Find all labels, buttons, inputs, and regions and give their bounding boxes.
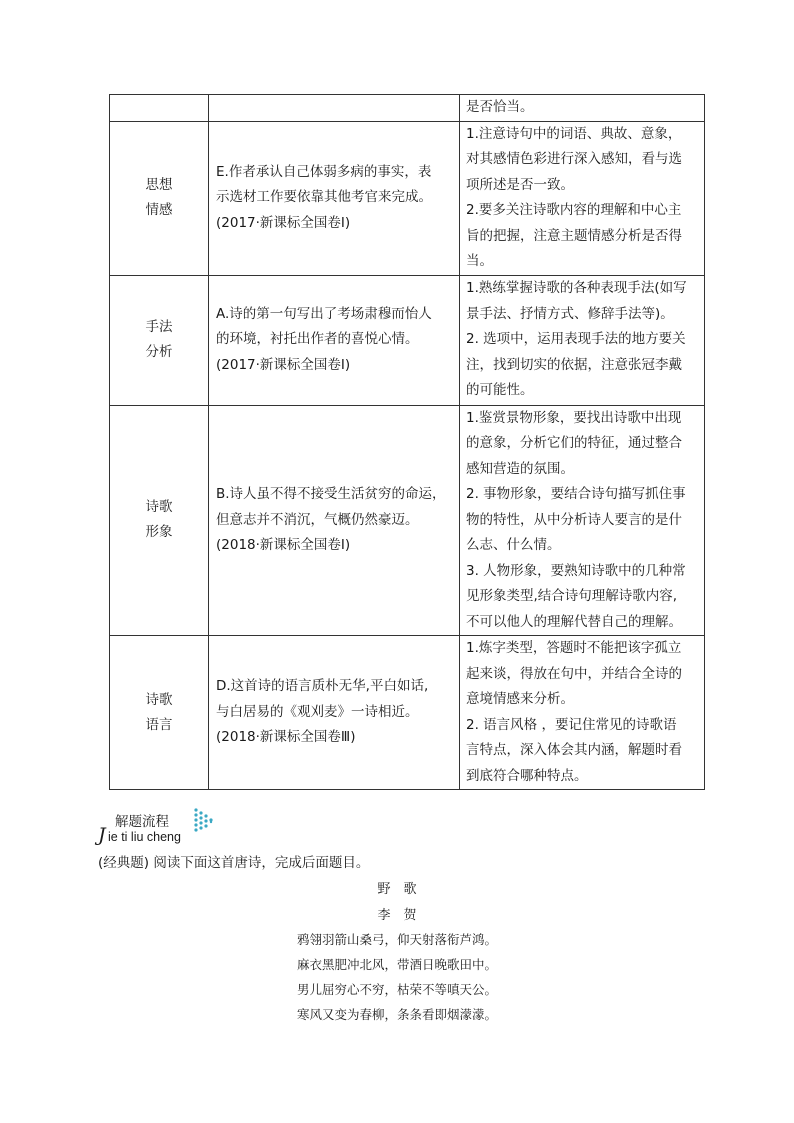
category-cell <box>110 95 209 122</box>
category-cell <box>110 121 209 275</box>
table-row <box>110 636 705 790</box>
section-heading <box>98 808 228 848</box>
example-line: E.作者承认自己体弱多病的事实，表 <box>216 163 432 180</box>
section-pinyin: ie ti liu cheng <box>108 830 181 844</box>
tips-cell <box>460 95 705 122</box>
tip-line: 2. 选项中，运用表现手法的地方要关 <box>466 331 686 348</box>
category-label: 分析 <box>145 344 173 360</box>
category-cell <box>110 405 209 636</box>
example-cell <box>209 275 460 405</box>
question-intro: (经典题) 阅读下面这首唐诗，完成后面题目。 <box>98 855 370 871</box>
poem-author: 李 贺 <box>377 908 417 923</box>
tip-line: 见形象类型,结合诗句理解诗歌内容, <box>466 588 678 604</box>
tip-line: 起来谈，得放在句中，并结合全诗的 <box>466 665 682 682</box>
category-label: 思想 <box>145 177 173 193</box>
example-line: 但意志并不消沉，气概仍然豪迈。 <box>216 511 419 528</box>
tip-line: 景手法、抒情方式、修辞手法等)。 <box>466 305 674 322</box>
example-line: 示选材工作要依靠其他考官来完成。 <box>216 189 432 206</box>
table-row <box>110 121 705 275</box>
example-cell <box>209 405 460 636</box>
poem-line: 寒风又变为春柳，条条看即烟濛濛。 <box>296 1007 497 1022</box>
tip-line: 对其感情色彩进行深入感知，看与选 <box>466 151 682 167</box>
category-label: 手法 <box>145 319 173 335</box>
tip-line: 是否恰当。 <box>466 99 534 115</box>
tip-line: 2. 语言风格 ，要记住常见的诗歌语 <box>466 716 677 733</box>
tip-line: 感知营造的氛围。 <box>466 460 574 477</box>
tip-line: 不可以他人的理解代替自己的理解。 <box>466 613 682 630</box>
tips-cell <box>460 405 705 636</box>
table-row <box>110 275 705 405</box>
tip-line: 1.熟练掌握诗歌的各种表现手法(如写 <box>466 280 687 297</box>
tip-line: 3. 人物形象，要熟知诗歌中的几种常 <box>466 562 686 579</box>
dots-arrow-icon <box>194 808 214 834</box>
tip-line: 意境情感来分析。 <box>466 691 574 707</box>
tip-line: 的意象，分析它们的特征，通过整合 <box>466 435 682 451</box>
tips-cell <box>460 121 705 275</box>
tip-line: 物的特性，从中分析诗人要言的是什 <box>466 511 682 528</box>
tip-line: 到底符合哪种特点。 <box>466 767 588 784</box>
tip-line: 1.注意诗句中的词语、典故、意象， <box>466 125 682 142</box>
example-line: 与白居易的《观刈麦》一诗相近。 <box>216 703 419 720</box>
poem-line: 鸦翎羽箭山桑弓，仰天射落衔芦鸿。 <box>296 932 497 947</box>
tip-line: 注，找到切实的依据，注意张冠李戴 <box>466 356 682 373</box>
section-title: 解题流程 <box>115 814 169 830</box>
table-row <box>110 95 705 122</box>
tip-line: 2.要多关注诗歌内容的理解和中心主 <box>466 202 682 218</box>
category-label: 情感 <box>145 202 173 218</box>
poem-line: 麻衣黑肥冲北风，带酒日晚歌田中。 <box>296 957 497 972</box>
example-cell <box>209 636 460 790</box>
tip-line: 言特点，深入体会其内涵，解题时看 <box>466 742 682 758</box>
example-line: A.诗的第一句写出了考场肃穆而怡人 <box>216 305 432 322</box>
example-line: 的环境，衬托出作者的喜悦心情。 <box>216 331 419 348</box>
category-cell <box>110 275 209 405</box>
category-label: 语言 <box>145 716 173 733</box>
tip-line: 么志、什么情。 <box>466 537 561 553</box>
category-cell <box>110 636 209 790</box>
tips-cell <box>460 275 705 405</box>
tip-line: 1.炼字类型，答题时不能把该字孤立 <box>466 640 682 656</box>
example-line: D.这首诗的语言质朴无华,平白如话, <box>216 678 429 695</box>
example-source: (2017·新课标全国卷Ⅰ) <box>216 356 351 373</box>
tip-line: 当。 <box>466 253 493 269</box>
tip-line: 的可能性。 <box>466 382 534 399</box>
tip-line: 旨的把握，注意主题情感分析是否得 <box>466 227 682 244</box>
category-label: 诗歌 <box>145 691 173 708</box>
tips-cell <box>460 636 705 790</box>
example-cell <box>209 121 460 275</box>
category-label: 诗歌 <box>145 499 173 516</box>
table-row <box>110 405 705 636</box>
poem-title: 野 歌 <box>377 882 417 897</box>
tip-line: 1.鉴赏景物形象，要找出诗歌中出现 <box>466 409 682 426</box>
example-source: (2018·新课标全国卷Ⅰ) <box>216 537 351 553</box>
poem-line: 男儿屈穷心不穷，枯荣不等嗔天公。 <box>296 982 497 997</box>
section-initial: J <box>98 824 106 846</box>
example-cell <box>209 95 460 122</box>
example-source: (2018·新课标全国卷Ⅲ) <box>216 729 356 746</box>
tip-line: 2. 事物形象，要结合诗句描写抓住事 <box>466 486 686 502</box>
review-table <box>109 94 705 790</box>
example-source: (2017·新课标全国卷Ⅰ) <box>216 214 351 231</box>
category-label: 形象 <box>145 524 173 541</box>
example-line: B.诗人虽不得不接受生活贫穷的命运， <box>216 486 446 502</box>
tip-line: 项所述是否一致。 <box>466 176 574 193</box>
